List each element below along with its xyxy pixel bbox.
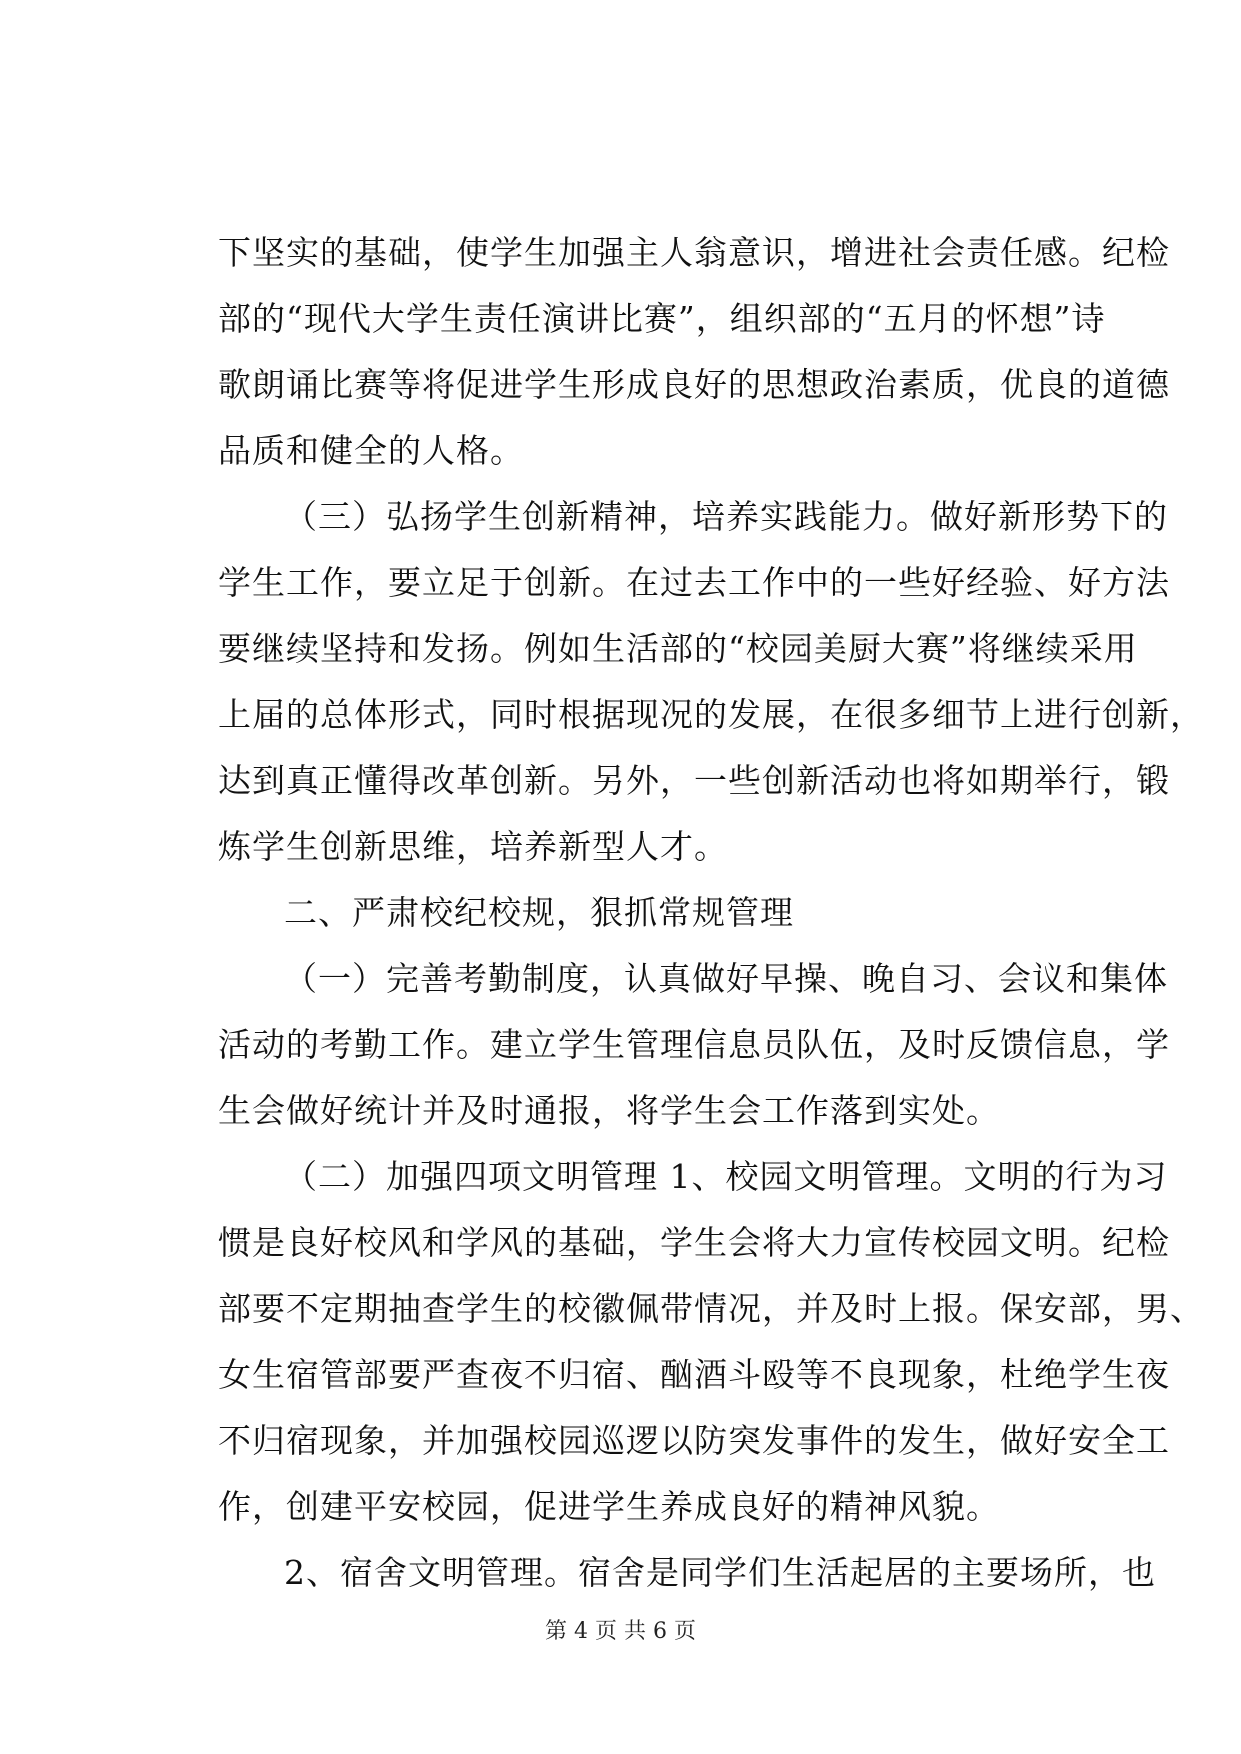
text-line: 不归宿现象，并加强校园巡逻以防突发事件的发生，做好安全工 xyxy=(218,1421,1170,1460)
page-number: 第 4 页 共 6 页 xyxy=(545,1619,696,1644)
text-line: 生会做好统计并及时通报，将学生会工作落到实处。 xyxy=(218,1091,1000,1130)
text-line: 女生宿管部要严查夜不归宿、酗酒斗殴等不良现象，杜绝学生夜 xyxy=(218,1355,1170,1394)
text-line: 部的“现代大学生责任演讲比赛”，组织部的“五月的怀想”诗 xyxy=(218,299,1106,338)
text-line: 炼学生创新思维，培养新型人才。 xyxy=(218,827,728,866)
paragraph-start-line: 2、宿舍文明管理。宿舍是同学们生活起居的主要场所，也 xyxy=(284,1553,1156,1592)
text-line: 惯是良好校风和学风的基础，学生会将大力宣传校园文明。纪检 xyxy=(218,1223,1170,1262)
text-line: 下坚实的基础，使学生加强主人翁意识，增进社会责任感。纪检 xyxy=(218,233,1170,272)
text-line: 作，创建平安校园，促进学生养成良好的精神风貌。 xyxy=(218,1487,1000,1526)
text-line: 要继续坚持和发扬。例如生活部的“校园美厨大赛”将继续采用 xyxy=(218,629,1138,668)
paragraph-start-line: （二）加强四项文明管理 1、校园文明管理。文明的行为习 xyxy=(284,1157,1168,1196)
text-line: 活动的考勤工作。建立学生管理信息员队伍，及时反馈信息，学 xyxy=(218,1025,1170,1064)
text-line: 品质和健全的人格。 xyxy=(218,431,524,470)
text-line: 学生工作，要立足于创新。在过去工作中的一些好经验、好方法 xyxy=(218,563,1170,602)
text-line: 歌朗诵比赛等将促进学生形成良好的思想政治素质，优良的道德 xyxy=(218,365,1170,404)
body-text xyxy=(218,220,1204,1606)
paragraph-start-line: （一）完善考勤制度，认真做好早操、晚自习、会议和集体 xyxy=(284,959,1168,998)
text-line: 部要不定期抽查学生的校徽佩带情况，并及时上报。保安部，男、 xyxy=(218,1289,1204,1328)
paragraph-start-line: （三）弘扬学生创新精神，培养实践能力。做好新形势下的 xyxy=(284,497,1168,536)
text-line: 上届的总体形式，同时根据现况的发展，在很多细节上进行创新， xyxy=(218,695,1204,734)
section-heading: 二、严肃校纪校规，狠抓常规管理 xyxy=(284,893,794,932)
text-line: 达到真正懂得改革创新。另外，一些创新活动也将如期举行，锻 xyxy=(218,761,1170,800)
